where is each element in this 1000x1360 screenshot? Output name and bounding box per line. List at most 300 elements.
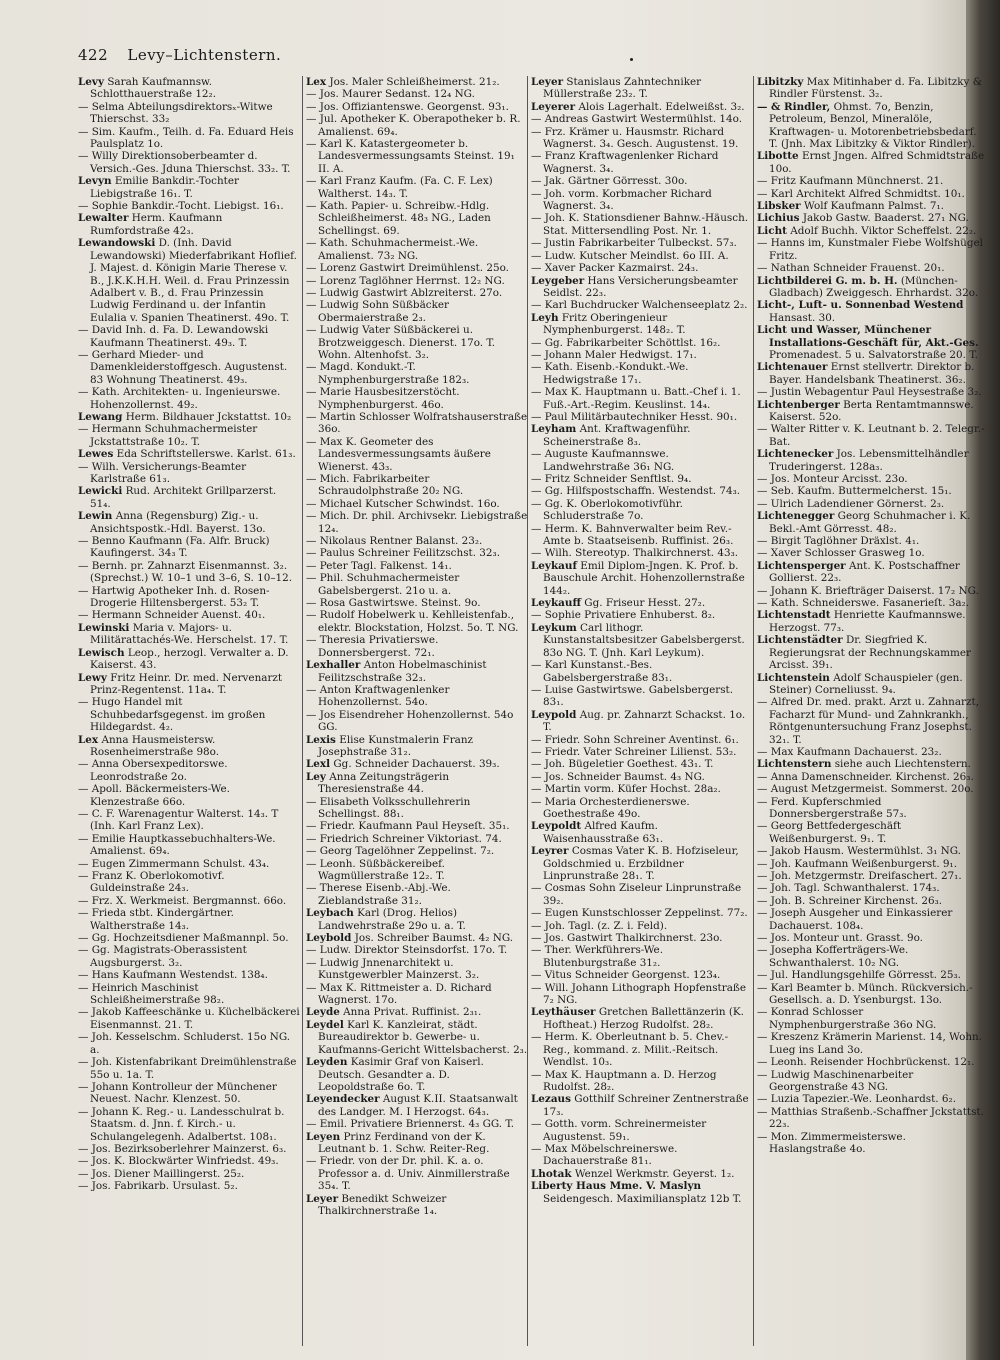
directory-entry <box>757 535 985 547</box>
entry-text: Elise Kunstmalerin Franz Josephstraße 31₂. <box>318 733 474 758</box>
entry-text: — Apoll. Bäckermeisters-We. Klenzestraße 66o. <box>78 783 230 808</box>
entry-text: — Lorenz Taglöhner Herrnst. 12₂ NG. <box>306 274 505 287</box>
directory-entry <box>306 386 528 411</box>
directory-entry <box>531 932 753 944</box>
directory-entry <box>531 1118 753 1143</box>
directory-entry <box>78 622 300 647</box>
directory-entry <box>531 275 753 300</box>
directory-entry <box>757 907 985 932</box>
directory-entry <box>78 672 300 697</box>
directory-entry <box>757 175 985 187</box>
directory-entry <box>78 944 300 969</box>
entry-text: — Johann Maler Hedwigst. 17₁. <box>531 348 697 361</box>
entry-text: — Ludw. Direktor Steinsdorfst. 17o. T. <box>306 944 508 957</box>
entry-surname: Lewalter <box>78 212 129 225</box>
entry-text: — Hermann Schneider Auenst. 40₁. <box>78 609 266 622</box>
directory-entry <box>306 734 528 759</box>
entry-text: — Sophie Bankdir.-Tocht. Liebigst. 16₁. <box>78 200 284 213</box>
directory-entry <box>531 237 753 249</box>
directory-entry <box>306 411 528 436</box>
entry-text: — Paulus Schreiner Feilitzschst. 32₃. <box>306 547 500 560</box>
entry-text: — Luise Gastwirtswe. Gabelsbergerst. 83₁. <box>531 683 734 709</box>
entry-text: — Jos. K. Blockwärter Winfriedst. 49₃. <box>78 1155 279 1168</box>
directory-entry <box>306 709 528 734</box>
entry-text: Dr. Siegfried K. Regierungsrat der Rechnungskammer Arcisst. 39₁. <box>769 634 971 672</box>
entry-text: — Rosa Gastwirtswe. Steinst. 9o. <box>306 597 481 610</box>
entry-text: — Kath. Schuhmachermeist.-We. Amalienst. 73₂ NG. <box>306 237 479 262</box>
entry-text: — Max K. Rittmeister a. D. Richard Wagnerst. 17o. <box>306 981 492 1007</box>
directory-entry <box>531 709 753 734</box>
entry-text: — Anna Obersexpeditorswe. Leonrodstraße 2o. <box>78 758 228 783</box>
entry-surname: Lichius <box>757 212 800 225</box>
directory-entry <box>531 659 753 684</box>
entry-text: Karl K. Kanzleirat, städt. Bureaudirektor b. Gewerbe- u. Kaufmanns-Gericht Wittelsbacherst. 2₃. <box>318 1018 528 1056</box>
entry-surname: Lewes <box>78 448 114 461</box>
directory-entry <box>306 907 528 932</box>
entry-text: — Justin Fabrikarbeiter Tulbeckst. 57₃. <box>531 237 737 250</box>
entry-text: — Kath. Papier- u. Schreibw.-Hdlg. Schleißheimerst. 48₃ NG., Laden Schellingst. 69. <box>306 200 491 237</box>
directory-entry <box>531 523 753 548</box>
directory-entry <box>531 386 753 411</box>
entry-text: — Martin vorm. Küfer Hochst. 28a₂. <box>531 783 721 796</box>
directory-entry <box>757 386 985 398</box>
directory-entry <box>757 820 985 845</box>
entry-text: — Elisabeth Volksschullehrerin Schellingst. 88₁. <box>306 795 471 820</box>
entry-text: — Anton Kraftwagenlenker Hohenzollernst. 54o. <box>306 683 450 709</box>
entry-text: — David Inh. d. Fa. D. Lewandowski Kaufmann Theatinerst. 49₃. T. <box>78 324 269 349</box>
entry-text: — Karl Kunstanst.-Bes. Gabelsbergerstraße 83₁. <box>531 659 673 684</box>
directory-entry <box>531 1069 753 1094</box>
entry-text: — Willy Direktionsoberbeamter d. Versich.-Ges. Jduna Thierschst. 33₂. T. <box>78 150 291 175</box>
entry-text: — Peter Tagl. Falkenst. 14₁. <box>306 559 452 572</box>
directory-entry <box>531 796 753 821</box>
entry-text: Gretchen Ballettänzerin (K. Hoftheat.) Herzog Rudolfst. 28₂. <box>543 1006 744 1031</box>
directory-entry <box>78 895 300 907</box>
entry-text: — Sophie Privatiere Enhuberst. 8₂. <box>531 609 716 622</box>
entry-text: — Bernh. pr. Zahnarzt Eisenmannst. 3₂. (Sprechst.) W. 10–1 und 3–6, S. 10–12. <box>78 559 293 585</box>
column-3 <box>531 76 753 1346</box>
entry-text: Sarah Kaufmannsw. Schlotthauerstraße 12₂. <box>90 76 217 101</box>
entry-surname: Levyn <box>78 175 112 188</box>
entry-text: — Ulrich Ladendiener Görnerst. 2₃. <box>757 497 945 510</box>
page-number: 422 <box>78 46 109 64</box>
entry-text: Eda Schriftstellerswe. Karlst. 61₃. <box>116 448 296 461</box>
entry-surname: Licht <box>757 224 787 237</box>
entry-surname: Lichtenstädter <box>757 634 843 647</box>
directory-entry <box>757 188 985 200</box>
entry-surname: Leyham <box>531 423 577 436</box>
entry-text: Seidengesch. Maximiliansplatz 12b T. <box>543 1192 742 1205</box>
directory-entry <box>78 560 300 585</box>
directory-entry <box>531 820 753 845</box>
entry-text: — Kath. Schneiderswe. Fasanerieſt. 3a₂. <box>757 597 970 610</box>
entry-surname: Lexis <box>306 733 336 746</box>
directory-entry <box>78 932 300 944</box>
directory-entry <box>306 1006 528 1018</box>
entry-text: Benedikt Schweizer Thalkirchnerstraße 1₄. <box>318 1192 447 1217</box>
entry-text: Jos. Maler Schleißheimerst. 21₂. <box>329 76 500 88</box>
directory-entry <box>78 150 300 175</box>
column-1 <box>78 76 300 1346</box>
directory-entry <box>757 696 985 746</box>
entry-text: Cosmas Vater K. B. Hofziseleur, Goldschmied u. Erzbildner Linprunstraße 28₁. T. <box>543 845 739 882</box>
entry-text: — Max Kaufmann Dachauerst. 23₂. <box>757 745 942 758</box>
entry-text: Hansast. 30. <box>769 311 836 324</box>
entry-text: Anna Privat. Ruffinist. 2₃₁. <box>343 1006 482 1019</box>
directory-entry <box>306 982 528 1007</box>
directory-entry <box>78 200 300 212</box>
entry-text: — Joseph Ausgeher und Einkassierer Dachauerst. 108₄. <box>757 907 953 932</box>
entry-surname: Ley <box>306 770 326 783</box>
entry-surname: Leythäuser <box>531 1006 596 1019</box>
directory-entry <box>531 845 753 882</box>
directory-entry <box>78 1056 300 1081</box>
entry-surname: Lichtenstein <box>757 671 830 684</box>
entry-text: Anna Hausmeistersw. Rosenheimerstraße 98o. <box>90 733 220 758</box>
entry-text: — Jos. Monteur Arcisst. 23o. <box>757 473 908 485</box>
entry-text: Ernst stellvertr. Direktor b. Bayer. Handelsbank Theatinerst. 36₂. <box>769 361 975 386</box>
entry-text: — Hans Kaufmann Westendst. 138₄. <box>78 969 268 982</box>
directory-entry <box>757 299 985 324</box>
entry-text: — Selma Abteilungsdirektorsₓ-Witwe Thierschst. 33₂ <box>78 100 273 126</box>
directory-entry <box>757 771 985 783</box>
entry-text: — Ferd. Kupferschmied Donnersbergerstraße 57₃. <box>757 795 907 820</box>
entry-text: — Paul Militärbautechniker Hesst. 90₁. <box>531 410 738 423</box>
entry-text: — Jul. Apotheker K. Oberapotheker b. R. Amalienst. 69₄. <box>306 113 521 138</box>
entry-text: Ernst Jngen. Alfred Schmidtstraße 10o. <box>769 150 985 175</box>
directory-entry <box>531 560 753 597</box>
entry-text: — Herm. K. Bahnverwalter beim Rev.-Amte b. Staatseisenb. Ruffinist. 26₃. <box>531 522 734 548</box>
entry-text: Anton Hobelmaschinist Feilitzschstraße 32₃. <box>318 659 487 684</box>
directory-entry <box>306 858 528 883</box>
entry-text: Promenadest. 5 u. Salvatorstraße 20. T. <box>769 348 978 361</box>
directory-entry <box>757 200 985 212</box>
entry-text: — Mon. Zimmermeisterswe. Haslangstraße 4o. <box>757 1130 906 1155</box>
entry-text: — Kath. Architekten- u. Ingenieurswe. Hohenzollernst. 49₂. <box>78 386 281 411</box>
entry-text: Anna (Regensburg) Zig.- u. Ansichtspostk.-Hdl. Bayerst. 13o. <box>90 510 266 535</box>
directory-entry <box>531 1006 753 1031</box>
directory-entry <box>757 746 985 758</box>
directory-entry <box>531 622 753 659</box>
directory-entry <box>757 1131 985 1156</box>
directory-entry <box>757 101 985 151</box>
directory-entry <box>306 275 528 287</box>
directory-entry <box>757 932 985 944</box>
directory-entry <box>531 150 753 175</box>
directory-entry <box>757 324 985 361</box>
entry-text: — Leonh. Reisender Hochbrückenst. 12₁. <box>757 1056 975 1069</box>
entry-text: — Johann K. Briefträger Daiserst. 17₂ NG. <box>757 584 979 597</box>
entry-text: — Michael Kutscher Schwindst. 16o. <box>306 497 500 510</box>
directory-entry <box>531 423 753 448</box>
directory-entry <box>306 634 528 659</box>
entry-surname: Leykauf <box>531 559 577 572</box>
directory-entry <box>78 237 300 324</box>
entry-text: Gotthilf Schreiner Zentnerstraße 17₃. <box>543 1093 749 1118</box>
entry-surname: Lexhaller <box>306 659 361 672</box>
directory-entry <box>531 361 753 386</box>
directory-entry <box>78 609 300 621</box>
directory-entry <box>306 845 528 857</box>
directory-entry <box>306 796 528 821</box>
directory-entry <box>306 1019 528 1056</box>
directory-entry <box>78 411 300 423</box>
directory-entry <box>757 585 985 597</box>
directory-entry <box>757 858 985 870</box>
directory-entry <box>757 944 985 969</box>
running-title: Levy–Lichtenstern. <box>127 46 282 64</box>
entry-text: Alois Lagerhalt. Edelweißst. 3₂. <box>578 100 745 113</box>
entry-text: — Ludwig Jnnenarchitekt u. Kunstgewerbler Mainzerst. 3₂. <box>306 956 480 982</box>
entry-text: Berta Rentamtmannswe. Kaiserst. 52o. <box>769 398 974 423</box>
entry-text: — Jos. Maurer Sedanst. 12₄ NG. <box>306 88 475 101</box>
entry-surname: Lewisch <box>78 646 125 659</box>
entry-text: — Karl K. Katastergeometer b. Landesvermessungsamts Steinst. 19₁ II. A. <box>306 138 515 175</box>
entry-text: — Hugo Handel mit Schuhbedarfsgegenst. im großen Hildegardst. 4₂. <box>78 696 266 734</box>
entry-text: — Gg. K. Oberlokomotivführ. Schluderstraße 7o. <box>531 497 683 523</box>
entry-text: — Franz K. Oberlokomotivf. Guldeinstraße 24₃. <box>78 870 225 895</box>
entry-text: — Wilh. Versicherungs-Beamter Karlstraße 61₃. <box>78 460 247 485</box>
directory-entry <box>78 783 300 808</box>
entry-text: — Jos. Bezirksoberlehrer Mainzerst. 6₃. <box>78 1142 287 1155</box>
entry-text: — Eugen Kunstschlosser Zeppelinst. 77₂. <box>531 907 748 920</box>
entry-text: — Max K. Geometer des Landesvermessungsamts äußere Wienerst. 43₃. <box>306 435 491 473</box>
directory-entry <box>531 920 753 932</box>
entry-text: — Anna Damenschneider. Kirchenst. 26₃. <box>757 770 974 783</box>
entry-text: — Franz Kraftwagenlenker Richard Wagnerst. 3₄. <box>531 150 719 175</box>
entry-text: — Karl Buchdrucker Walchenseeplatz 2₂. <box>531 299 748 312</box>
entry-text: — Joh. Kaufmann Weißenburgerst. 9₁. <box>757 857 957 870</box>
entry-text: Jos. Lebensmittelhändler Truderingerst. 128a₃. <box>769 448 969 473</box>
entry-text: (München-Gladbach) Zweiggesch. Ehrhardst. 32o. <box>769 274 979 299</box>
entry-text: — Ludwig Sohn Süßbäcker Obermaierstraße 2₃. <box>306 299 449 324</box>
entry-text: — Wilh. Stereotyp. Thalkirchnerst. 43₃. <box>531 547 739 560</box>
entry-text: — Alfred Dr. med. prakt. Arzt u. Zahnarzt, Facharzt für Mund- und Zahnkrankh., Röntgenuntersuchung Franz Josephst. 32₁. T. <box>757 696 979 746</box>
entry-text: — Friedr. Kaufmann Paul Heyseſt. 35₁. <box>306 820 510 833</box>
entry-surname: Leyen <box>306 1130 341 1143</box>
directory-entry <box>531 1031 753 1068</box>
directory-entry <box>78 1168 300 1180</box>
directory-entry <box>531 485 753 497</box>
directory-entry <box>78 1031 300 1056</box>
entry-text: Herm. Kaufmann Rumfordstraße 42₃. <box>90 212 223 237</box>
directory-entry <box>531 684 753 709</box>
directory-entry <box>757 1056 985 1068</box>
directory-entry <box>306 1155 528 1192</box>
directory-entry <box>531 349 753 361</box>
entry-text: Adolf Schauspieler (gen. Steiner) Corneliusst. 9₄. <box>769 671 963 696</box>
directory-entry <box>757 225 985 237</box>
entry-text: — Fritz Kaufmann Münchnerst. 21. <box>757 175 944 188</box>
directory-entry <box>306 1193 528 1218</box>
entry-surname: Leyh <box>531 311 559 324</box>
ink-speck <box>630 58 633 61</box>
directory-entry <box>531 126 753 151</box>
entry-text: — Therese Eisenb.-Abj.-We. Zieblandstraße 31₂. <box>306 882 451 907</box>
directory-entry <box>306 572 528 597</box>
directory-entry <box>78 76 300 101</box>
entry-text: — Jos. Schneider Baumst. 4₃ NG. <box>531 770 705 783</box>
entry-text: Max Mitinhaber d. Fa. Libitzky & Rindler Fürstenst. 3₂. <box>769 76 982 101</box>
entry-text: — Gg. Fabrikarbeiter Schöttlst. 16₂. <box>531 336 721 349</box>
entry-text: — Frz. Krämer u. Hausmstr. Richard Wagnerst. 3₄. Gesch. Augustenst. 19. <box>531 125 739 151</box>
entry-text: Ant. K. Postschaffner Gollierst. 22₃. <box>769 559 960 585</box>
directory-entry <box>306 262 528 274</box>
entry-text: — Ludwig Gastwirt Ablzreiterst. 27o. <box>306 286 503 299</box>
entry-text: — Joh. Kesselschm. Schluderst. 15o NG. a. <box>78 1031 291 1056</box>
directory-entry <box>531 734 753 746</box>
entry-text: Ant. Kraftwagenführ. Scheinerstraße 8₃. <box>543 423 691 448</box>
entry-surname: Lex <box>78 733 99 746</box>
directory-entry <box>531 299 753 311</box>
entry-text: Gg. Schneider Dachauerst. 39₃. <box>333 758 500 771</box>
directory-entry <box>78 324 300 349</box>
entry-text: Ohmst. 7o, Benzin, Petroleum, Benzol, Mineralöle, Kraftwagen- u. Motorenbetriebsbedarf. T. (Jnh. Max Libitzky & Viktor Rindler). <box>769 100 977 151</box>
directory-entry <box>757 597 985 609</box>
directory-entry <box>78 1180 300 1192</box>
directory-entry <box>531 969 753 981</box>
entry-text: — Lorenz Gastwirt Dreimühlenst. 25o. <box>306 262 509 275</box>
entry-text: — Mich. Dr. phil. Archivsekr. Liebigstraße 12₄. <box>306 510 528 535</box>
directory-entry <box>531 882 753 907</box>
directory-entry <box>306 1118 528 1130</box>
entry-text: — Max K. Hauptmann a. D. Herzog Rudolfst. 28₂. <box>531 1068 717 1093</box>
entry-surname: Leypoldt <box>531 820 582 833</box>
entry-surname: — & Rindler, <box>757 100 831 113</box>
column-rule <box>753 76 754 1346</box>
entry-text: — Justin Webagentur Paul Heysestraße 3₂. <box>757 386 982 399</box>
directory-entry <box>757 423 985 448</box>
directory-entry <box>306 1131 528 1156</box>
directory-entry <box>306 882 528 907</box>
entry-text: — Nikolaus Rentner Balanst. 23₂. <box>306 535 483 548</box>
directory-entry <box>531 448 753 473</box>
directory-entry <box>78 647 300 672</box>
entry-text: — Max K. Hauptmann u. Batt.-Chef i. 1. Fuß.-Art.-Regim. Keuslinst. 14₄. <box>531 386 741 411</box>
entry-text: — Friedrich Schreiner Viktoriast. 74. <box>306 832 502 845</box>
entry-text: — Luzia Tapezier.-We. Leonhardst. 6₂. <box>757 1093 956 1106</box>
directory-entry <box>757 1006 985 1031</box>
entry-text: — Kreszenz Krämerin Marienst. 14, Wohn. Lueg ins Land 3o. <box>757 1031 983 1056</box>
directory-entry <box>78 510 300 535</box>
directory-entry <box>531 1143 753 1168</box>
directory-entry <box>306 76 528 88</box>
entry-text: Anna Zeitungsträgerin Theresienstraße 44. <box>318 770 450 796</box>
column-2 <box>306 76 528 1346</box>
directory-entry <box>531 609 753 621</box>
directory-entry <box>757 845 985 857</box>
entry-text: — Birgit Taglöhner Dräxlst. 4₁. <box>757 535 920 548</box>
entry-surname: Lichtenecker <box>757 448 834 461</box>
directory-entry <box>306 597 528 609</box>
entry-text: — Xaver Schlosser Grasweg 1o. <box>757 547 925 560</box>
entry-text: Jakob Gastw. Baaderst. 27₁ NG. <box>802 212 969 225</box>
directory-entry <box>757 76 985 101</box>
entry-text: — Jakob Hausm. Westermühlst. 3₁ NG. <box>757 845 961 858</box>
entry-text: — Ludwig Maschinenarbeiter Georgenstraße 43 NG. <box>757 1068 914 1093</box>
directory-entry <box>531 175 753 187</box>
entry-surname: Licht-, Luft- u. Sonnenbad Westend <box>757 299 964 312</box>
directory-entry <box>757 1093 985 1105</box>
entry-surname: Libotte <box>757 150 799 163</box>
entry-text: — Jos. Monteur unt. Grasst. 9o. <box>757 932 923 945</box>
directory-entry <box>306 510 528 535</box>
directory-entry <box>78 969 300 981</box>
entry-text: Herm. Bildhauer Jckstattst. 10₂ <box>125 410 292 423</box>
entry-text: — Emilie Hauptkassebuchhalters-We. Amalienst. 69₄. <box>78 832 276 858</box>
entry-surname: Lichtenauer <box>757 361 828 374</box>
directory-entry <box>306 771 528 796</box>
directory-entry <box>78 907 300 932</box>
directory-entry <box>78 696 300 733</box>
directory-entry <box>757 547 985 559</box>
entry-text: — Joh. vorm. Korbmacher Richard Wagnerst. 3₄. <box>531 187 712 213</box>
entry-text: — Ther. Werkführers-We. Blutenburgstraße 31₂. <box>531 944 664 969</box>
entry-text: — Joh. Bügeletier Goethest. 43₁. T. <box>531 758 714 771</box>
entry-text: — Johann K. Reg.- u. Landesschulrat b. Staatsm. d. Jnn. f. Kirch.- u. Schulangelegenh. Adalbertst. 108₁. <box>78 1105 285 1143</box>
entry-surname: Leykauff <box>531 597 581 610</box>
entry-surname: Licht und Wasser, Münchener Installations-Geschäft für, Akt.-Ges. <box>757 324 979 349</box>
entry-text: — Herm. K. Oberleutnant b. 5. Chev.-Reg., kommand. z. Milit.-Reitsch. Wendlst. 10₃. <box>531 1031 729 1069</box>
directory-entry <box>531 783 753 795</box>
directory-entry <box>757 634 985 671</box>
entry-text: — August Metzgermeist. Sommerst. 20o. <box>757 783 974 796</box>
entry-surname: Lezaus <box>531 1093 571 1106</box>
directory-entry <box>78 982 300 1007</box>
entry-surname: Leyde <box>306 1006 340 1019</box>
entry-text: Aug. pr. Zahnarzt Schackst. 1o. T. <box>543 708 746 734</box>
directory-entry <box>78 758 300 783</box>
directory-entry <box>78 1143 300 1155</box>
entry-text: — Gotth. vorm. Schreinermeister Augustenst. 59₁. <box>531 1118 707 1143</box>
entry-text: Wenzel Werkmstr. Geyerst. 1₂. <box>574 1167 735 1180</box>
entry-text: — Joh. Tagl. (z. Z. i. Feld). <box>531 919 668 932</box>
directory-entry <box>757 560 985 585</box>
entry-text: — Nathan Schneider Frauenst. 20₁. <box>757 262 945 275</box>
directory-entry <box>757 150 985 175</box>
directory-entry <box>306 659 528 684</box>
entry-text: — Seb. Kaufm. Buttermelcherst. 15₁. <box>757 485 952 498</box>
entry-surname: Leykum <box>531 621 577 634</box>
entry-text: — Jos Eisendreher Hohenzollernst. 54o GG. <box>306 708 514 734</box>
entry-text: — Jos. Offiziantenswe. Georgenst. 93₁. <box>306 100 509 113</box>
entry-surname: Leybach <box>306 907 354 920</box>
entry-surname: Lex <box>306 76 327 88</box>
directory-entry <box>531 113 753 125</box>
entry-surname: Lewang <box>78 410 123 423</box>
entry-surname: Lewicki <box>78 485 123 498</box>
entry-surname: Leygeber <box>531 274 585 287</box>
entry-text: — Kath. Eisenb.-Kondukt.-We. Hedwigstraße 17₁. <box>531 361 689 386</box>
entry-text: — Jos. Fabrikarb. Ursulast. 5₂. <box>78 1180 238 1193</box>
entry-text: Emilie Bankdir.-Tochter Liebigstraße 16₁. T. <box>90 175 239 200</box>
entry-text: Gg. Friseur Hesst. 27₂. <box>584 597 706 610</box>
directory-entry <box>531 597 753 609</box>
entry-text: — Theresia Privatierswe. Donnersbergerst. 72₁. <box>306 634 439 659</box>
directory-entry <box>306 535 528 547</box>
entry-surname: Lichtensperger <box>757 559 846 572</box>
entry-surname: Lichtbilderei G. m. b. H. <box>757 274 898 287</box>
directory-entry <box>531 498 753 523</box>
entry-text: — Fritz Schneider Senftlst. 9₄. <box>531 473 692 485</box>
directory-entry <box>531 337 753 349</box>
entry-text: — Vitus Schneider Georgenst. 123₄. <box>531 969 721 982</box>
directory-entry <box>78 485 300 510</box>
entry-text: — Jakob Kaffeeschänke u. Küchelbäckerei Eisenmannst. 21. T. <box>78 1006 300 1031</box>
directory-entry <box>78 461 300 486</box>
directory-entry <box>531 188 753 213</box>
entry-text: — Xaver Packer Kazmairst. 24₃. <box>531 262 699 275</box>
